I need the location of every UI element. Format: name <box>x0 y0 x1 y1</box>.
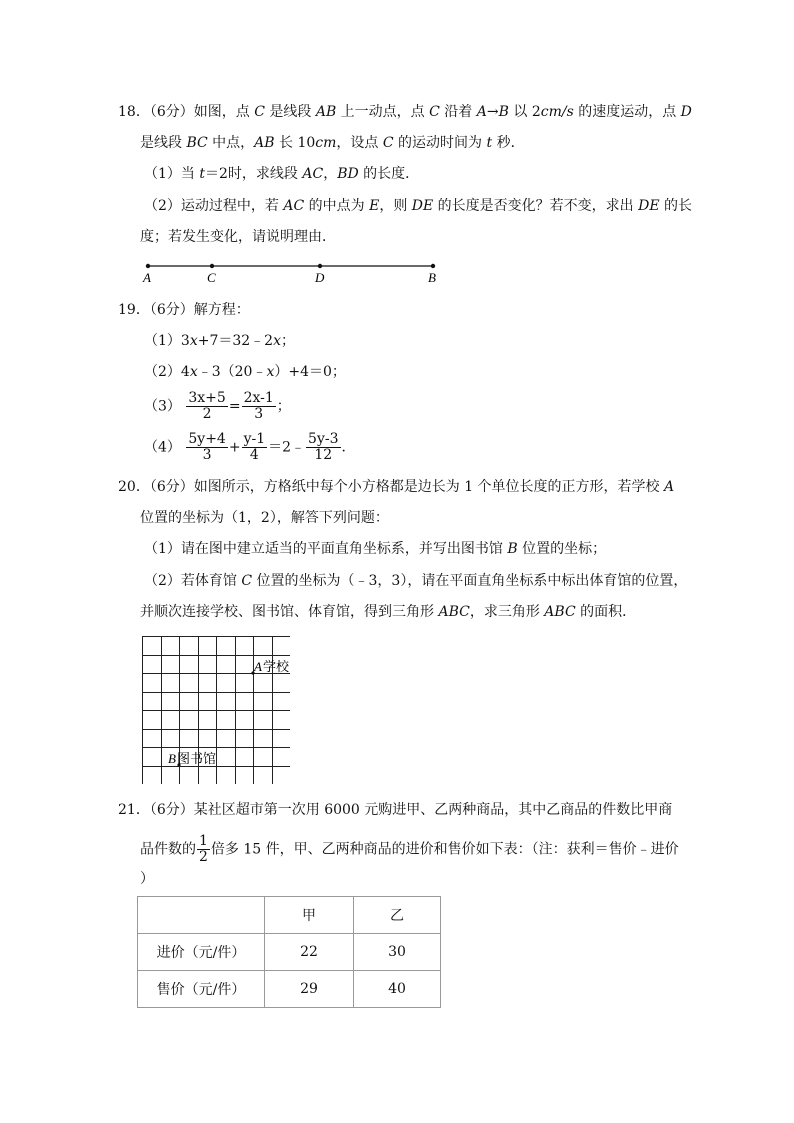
q19-eq2: （2）4x﹣3（20﹣x）+4＝0； <box>144 364 346 380</box>
label-library-letter: B <box>168 751 176 766</box>
q19-eq3: （3） $\frac{3x+5}{2}$ = $\frac{2x-1}{3}$ ； <box>144 390 291 422</box>
q19-title: 19．（6分）解方程： <box>118 302 250 318</box>
q21-line3: ） <box>140 871 154 887</box>
label-school-text: 学校 <box>263 660 290 675</box>
fraction-half: $\frac{1}{2}$ <box>199 833 208 865</box>
table-cell: 30 <box>354 934 441 971</box>
label-C: C <box>207 270 216 285</box>
label-school-letter: A <box>254 659 262 674</box>
table-cell: 40 <box>354 971 441 1008</box>
q20-line1: 20．（6分）如图所示，方格纸中每个小方格都是边长为 1 个单位长度的正方形，若学校 A <box>118 479 675 495</box>
q18-part1: （1）当 t＝2时，求线段 AC，BD 的长度． <box>144 166 420 182</box>
fraction: $\frac{y-1}{4}$ <box>243 431 266 463</box>
q21-line1: 21．（6分）某社区超市第一次用 6000 元购进甲、乙两种商品，其中乙商品的件数比甲商 <box>118 802 673 818</box>
label-B: B <box>428 270 436 285</box>
q20-part2-cont: 并顺次连接学校、图书馆、体育馆，得到三角形 ABC，求三角形 ABC 的面积． <box>140 604 637 620</box>
fraction: $\frac{5y-3}{12}$ <box>308 431 339 463</box>
q20-part1: （1）请在图中建立适当的平面直角坐标系，并写出图书馆 B 位置的坐标； <box>144 541 607 557</box>
table-cell: 售价（元/件） <box>138 971 265 1008</box>
point-C <box>210 264 214 268</box>
label-library-text: 图书馆 <box>177 752 217 767</box>
point-A <box>146 264 150 268</box>
label-D: D <box>315 270 325 285</box>
q20-line2: 位置的坐标为（1，2），解答下列问题： <box>140 510 389 526</box>
point-B <box>431 264 435 268</box>
price-table <box>137 896 441 1008</box>
fraction: $\frac{5y+4}{3}$ <box>188 431 226 463</box>
table-header-row <box>138 897 441 934</box>
q19-eq4: （4） $\frac{5y+4}{3}$ + $\frac{y-1}{4}$ ＝2﹣ $\frac{5y-3}{12}$ ． <box>144 431 356 463</box>
label-A: A <box>143 270 151 285</box>
q18-line1: 18．（6分）如图，点 C 是线段 AB 上一动点，点 C 沿着 A→B 以 2cm/s 的速度运动，点 D <box>118 104 692 120</box>
q21-line2: 品件数的 $\frac{1}{2}$ 倍多 15 件，甲、乙两种商品的进价和售价如下表：（注：获利＝售价﹣进价 <box>140 833 679 865</box>
table-row <box>138 971 441 1008</box>
table-cell: 进价（元/件） <box>138 934 265 971</box>
table-cell: 29 <box>265 971 354 1008</box>
fraction: $\frac{3x+5}{2}$ <box>188 390 226 422</box>
table-cell: 22 <box>265 934 354 971</box>
q18-part2: （2）运动过程中，若 AC 的中点为 E，则 DE 的长度是否变化？若不变，求出 DE 的长 <box>144 198 693 214</box>
segment-figure <box>138 258 448 286</box>
q19-eq1: （1）3x+7＝32﹣2x； <box>144 333 295 349</box>
table-header-cell: 乙 <box>354 897 441 934</box>
table-header-cell: 甲 <box>265 897 354 934</box>
table-header-cell <box>138 897 265 934</box>
fraction: $\frac{2x-1}{3}$ <box>243 390 274 422</box>
point-D <box>318 264 322 268</box>
q18-line2: 是线段 BC 中点，AB 长 10cm，设点 C 的运动时间为 t 秒． <box>140 135 525 151</box>
grid-figure <box>142 636 290 784</box>
q20-part2: （2）若体育馆 C 位置的坐标为（﹣3，3），请在平面直角坐标系中标出体育馆的位置， <box>144 573 688 589</box>
table-row <box>138 934 441 971</box>
q18-part2-cont: 度；若发生变化，请说明理由． <box>140 229 336 245</box>
